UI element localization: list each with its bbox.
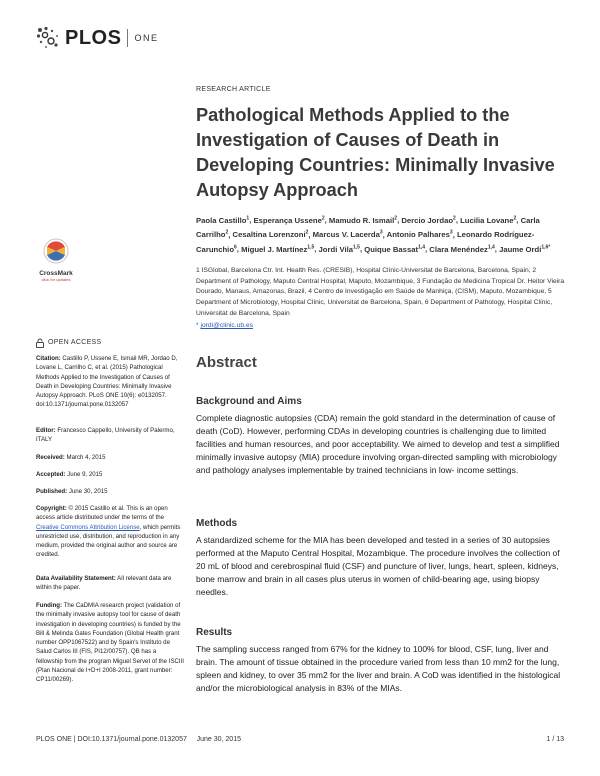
author-name: Antonio Palhares$^3$ [386,229,453,240]
accepted-block [36,470,184,479]
section-text-background: Complete diagnostic autopsies (CDA) remain the gold standard in the determination of cause of death (CoD). However, performing CDAs in developing countries is challenging due to limited facilities and human resources, and poor acceptability. We aimed to develop and test a simplified minimally invasive autopsy (MIA) procedure involving organ-directed sampling with microbiology and pathology analyses implementable by trained technicians in low- income settings. [196,413,560,475]
crossmark-icon [43,238,69,264]
footer-date: June 30, 2015 [196,736,241,743]
copyright-text-end: , which permits unrestricted use, distribution, and reproduction in any medium, provided the original author and source are credited. [36,523,181,559]
corresponding-email-link[interactable]: jordi@clinic.ub.es [200,322,253,329]
open-lock-icon [36,338,44,348]
corresponding-email-line [196,322,568,329]
section-text-methods: A standardized scheme for the MIA has been developed and tested in a series of 30 autopsies performed at the Maputo Central Hospital, Mozambique. The procedure involves the collection of 20 mL of blood and cerebrospinal fluid (CSF) and puncture of liver, lungs, heart, spleen, kidneys, bone marrow and brain in all cases plus uterus in women of child-bearing age, using biopsy needles. [196,535,560,597]
editor-label: Editor: [36,427,56,434]
accepted-date: June 9, 2015 [67,471,103,478]
author-name: Leonardo Rodríguez-Carunchio$^6$ [196,230,535,254]
crossmark-subtext: click for updates [41,277,71,282]
article-title: Pathological Methods Applied to the Investigation of Causes of Death in Developing Countries: Minimally Invasive Autopsy Approach [196,105,555,200]
section-heading-methods: Methods [196,518,238,529]
article-type: RESEARCH ARTICLE [196,86,271,93]
published-date: June 30, 2015 [68,488,108,495]
author-name: Esperança Ussene$^2$ [253,215,325,225]
logo-divider [127,29,128,47]
section-heading-background: Background and Aims [196,396,302,407]
author-affiliation-marker: 2 [394,215,398,221]
section-heading-results: Results [196,627,233,638]
citation-text: Castillo P, Ussene E, Ismail MR, Jordao D, Lovane L, Carrilho C, et al. (2015) Pathological Methods Applied to the Investigation of Causes of Death in Developing Countries: Minimally Invasive Autopsy Approach. PLoS ONE 10(6): e0132057. doi:10.1371/journal.pone.0132057 [36,355,178,409]
author-name: Paola Castillo$^1$ [196,215,250,225]
author-affiliation-marker: 2 [453,215,456,221]
editor-block [36,426,184,445]
author-affiliation-marker: 1,6* [541,244,551,251]
author-name: Dercio Jordao$^2$ [401,215,456,225]
author-affiliation-marker: 6 [234,244,237,251]
author-affiliation-marker: 1,5 [353,244,360,251]
author-name: Miguel J. Martínez$^{1,5}$ [241,244,315,254]
section-text-results: The sampling success ranged from 67% for the kidney to 100% for blood, CSF, lung, liver and brain. The amount of tissue obtained in the procedure varied from less than 10 mm2 for the lung, spleen and kidney, to over 35 mm2 for the liver and brain. A CoD was identified in the histological and/or the microbiological analysis in 83% of the MIAs. [196,644,561,693]
citation-block [36,354,184,410]
author-name: Cesaltina Lorenzoni$^2$ [232,229,309,240]
author-name: Carla Carrilho$^2$ [196,215,540,240]
license-link[interactable]: Creative Commons Attribution License [36,523,140,531]
data-availability-label: Data Availability Statement: [36,575,116,582]
journal-logo [36,26,158,50]
logo-journal: ONE [134,33,159,43]
author-affiliation-marker: 1 [246,215,250,221]
citation-label: Citation: [36,355,61,362]
published-block [36,487,184,496]
copyright-text: © 2015 Castillo et al. This is an open access article distributed under the terms of the [36,505,168,522]
logo-brand: PLOS [65,26,122,49]
open-access-badge [36,338,184,348]
author-name: Marcus V. Lacerda$^3$ [312,229,383,240]
affiliations: 1 ISGlobal, Barcelona Ctr. Int. Health Res. (CRESIB), Hospital Clínic-Universitat de Barcelona, Barcelona, Spain, 2 Department of Pathology, Maputo Central Hospital, Maputo, Mozambique, 3 Fundação de Medicina Tropical Dr. Heitor Vieira Dourado, Manaus, Amazonas, Brazil, 4 Centro de Investigação em Saúde de Manhiça, (CISM), Maputo, Mozambique, 5 Department of Microbiology, Hospital Clínic, Universitat de Barcelona, Spain, 6 Department of Pathology, Hospital Clínic, Universitat de Barcelona, Spain [196,267,565,317]
author-list: Paola Castillo$^1$, Esperança Ussene$^2$, Mamudo R. Ismail$^2$, Dercio Jordao$^2$, Lucilia Lovane$^2$, Carla Carrilho$^2$, Cesaltina Lorenzoni$^2$, Marcus V. Lacerda$^3$, Antonio Palhares$^3$, Leonardo Rodríguez-Carunchio$^6$, Miguel J. Martínez$^{1,5}$, Jordi Vila$^{1,5}$, Quique Bassat$^{1,4}$, Clara Menéndez$^{1,4}$, Jaume Ordi$^{1,6*}$ [196,215,551,254]
author-name: Quique Bassat$^{1,4}$ [364,244,426,254]
author-affiliation-marker: 1,4 [418,244,426,251]
author-affiliation-marker: 2 [513,215,517,221]
data-availability-text: All relevant data are within the paper. [36,575,172,592]
received-label: Received: [36,454,65,461]
author-affiliation-marker: 2 [305,229,309,236]
copyright-block [36,504,184,560]
author-affiliation-marker: 1,4 [487,244,495,251]
author-affiliation-marker: 3 [379,229,383,236]
footer-citation: PLOS ONE | DOI:10.1371/journal.pone.0132057 [36,736,187,743]
published-label: Published: [36,488,68,495]
received-date: March 4, 2015 [66,454,106,461]
page-number: 1 / 13 [546,736,564,743]
funding-block [36,601,184,685]
author-affiliation-marker: 3 [449,229,453,236]
accepted-label: Accepted: [36,471,66,478]
author-name: Mamudo R. Ismail$^2$ [328,215,398,225]
page-footer [36,736,564,743]
author-name: Jaume Ordi$^{1,6*}$ [499,244,551,254]
author-name: Lucilia Lovane$^2$ [460,215,517,225]
open-access-label: OPEN ACCESS [48,339,102,347]
author-name: Jordi Vila$^{1,5}$ [318,244,360,254]
crossmark-label: CrossMark [39,270,73,277]
funding-text: The CaDMIA research project (validation of the minimally invasive autopsy tool for cause of death investigation in developing countries) is funded by the Bill & Melinda Gates Foundation (Global Health grant number OPP1067522) and by Spain's Instituto de Salud Carlos III (FIS, PI12/00757). QB has a fellowship from the program Miguel Servet of the ISCIII (Plan Nacional de I+D+I 2008-2011, grant number: CP11/00269). [36,602,185,684]
funding-label: Funding: [36,602,63,609]
author-name: Clara Menéndez$^{1,4}$ [429,244,495,254]
editor-text: Francesco Cappello, University of Palermo, ITALY [36,427,175,444]
received-block [36,453,184,462]
plos-dots-icon [36,26,62,50]
copyright-label: Copyright: [36,505,67,512]
crossmark-badge[interactable] [36,238,76,282]
author-affiliation-marker: 2 [225,229,229,236]
footer-left [36,736,241,743]
data-availability-block [36,574,184,593]
email-star: * [196,322,199,329]
author-affiliation-marker: 1,5 [307,244,315,251]
abstract-heading: Abstract [196,354,257,371]
author-affiliation-marker: 2 [321,215,325,221]
